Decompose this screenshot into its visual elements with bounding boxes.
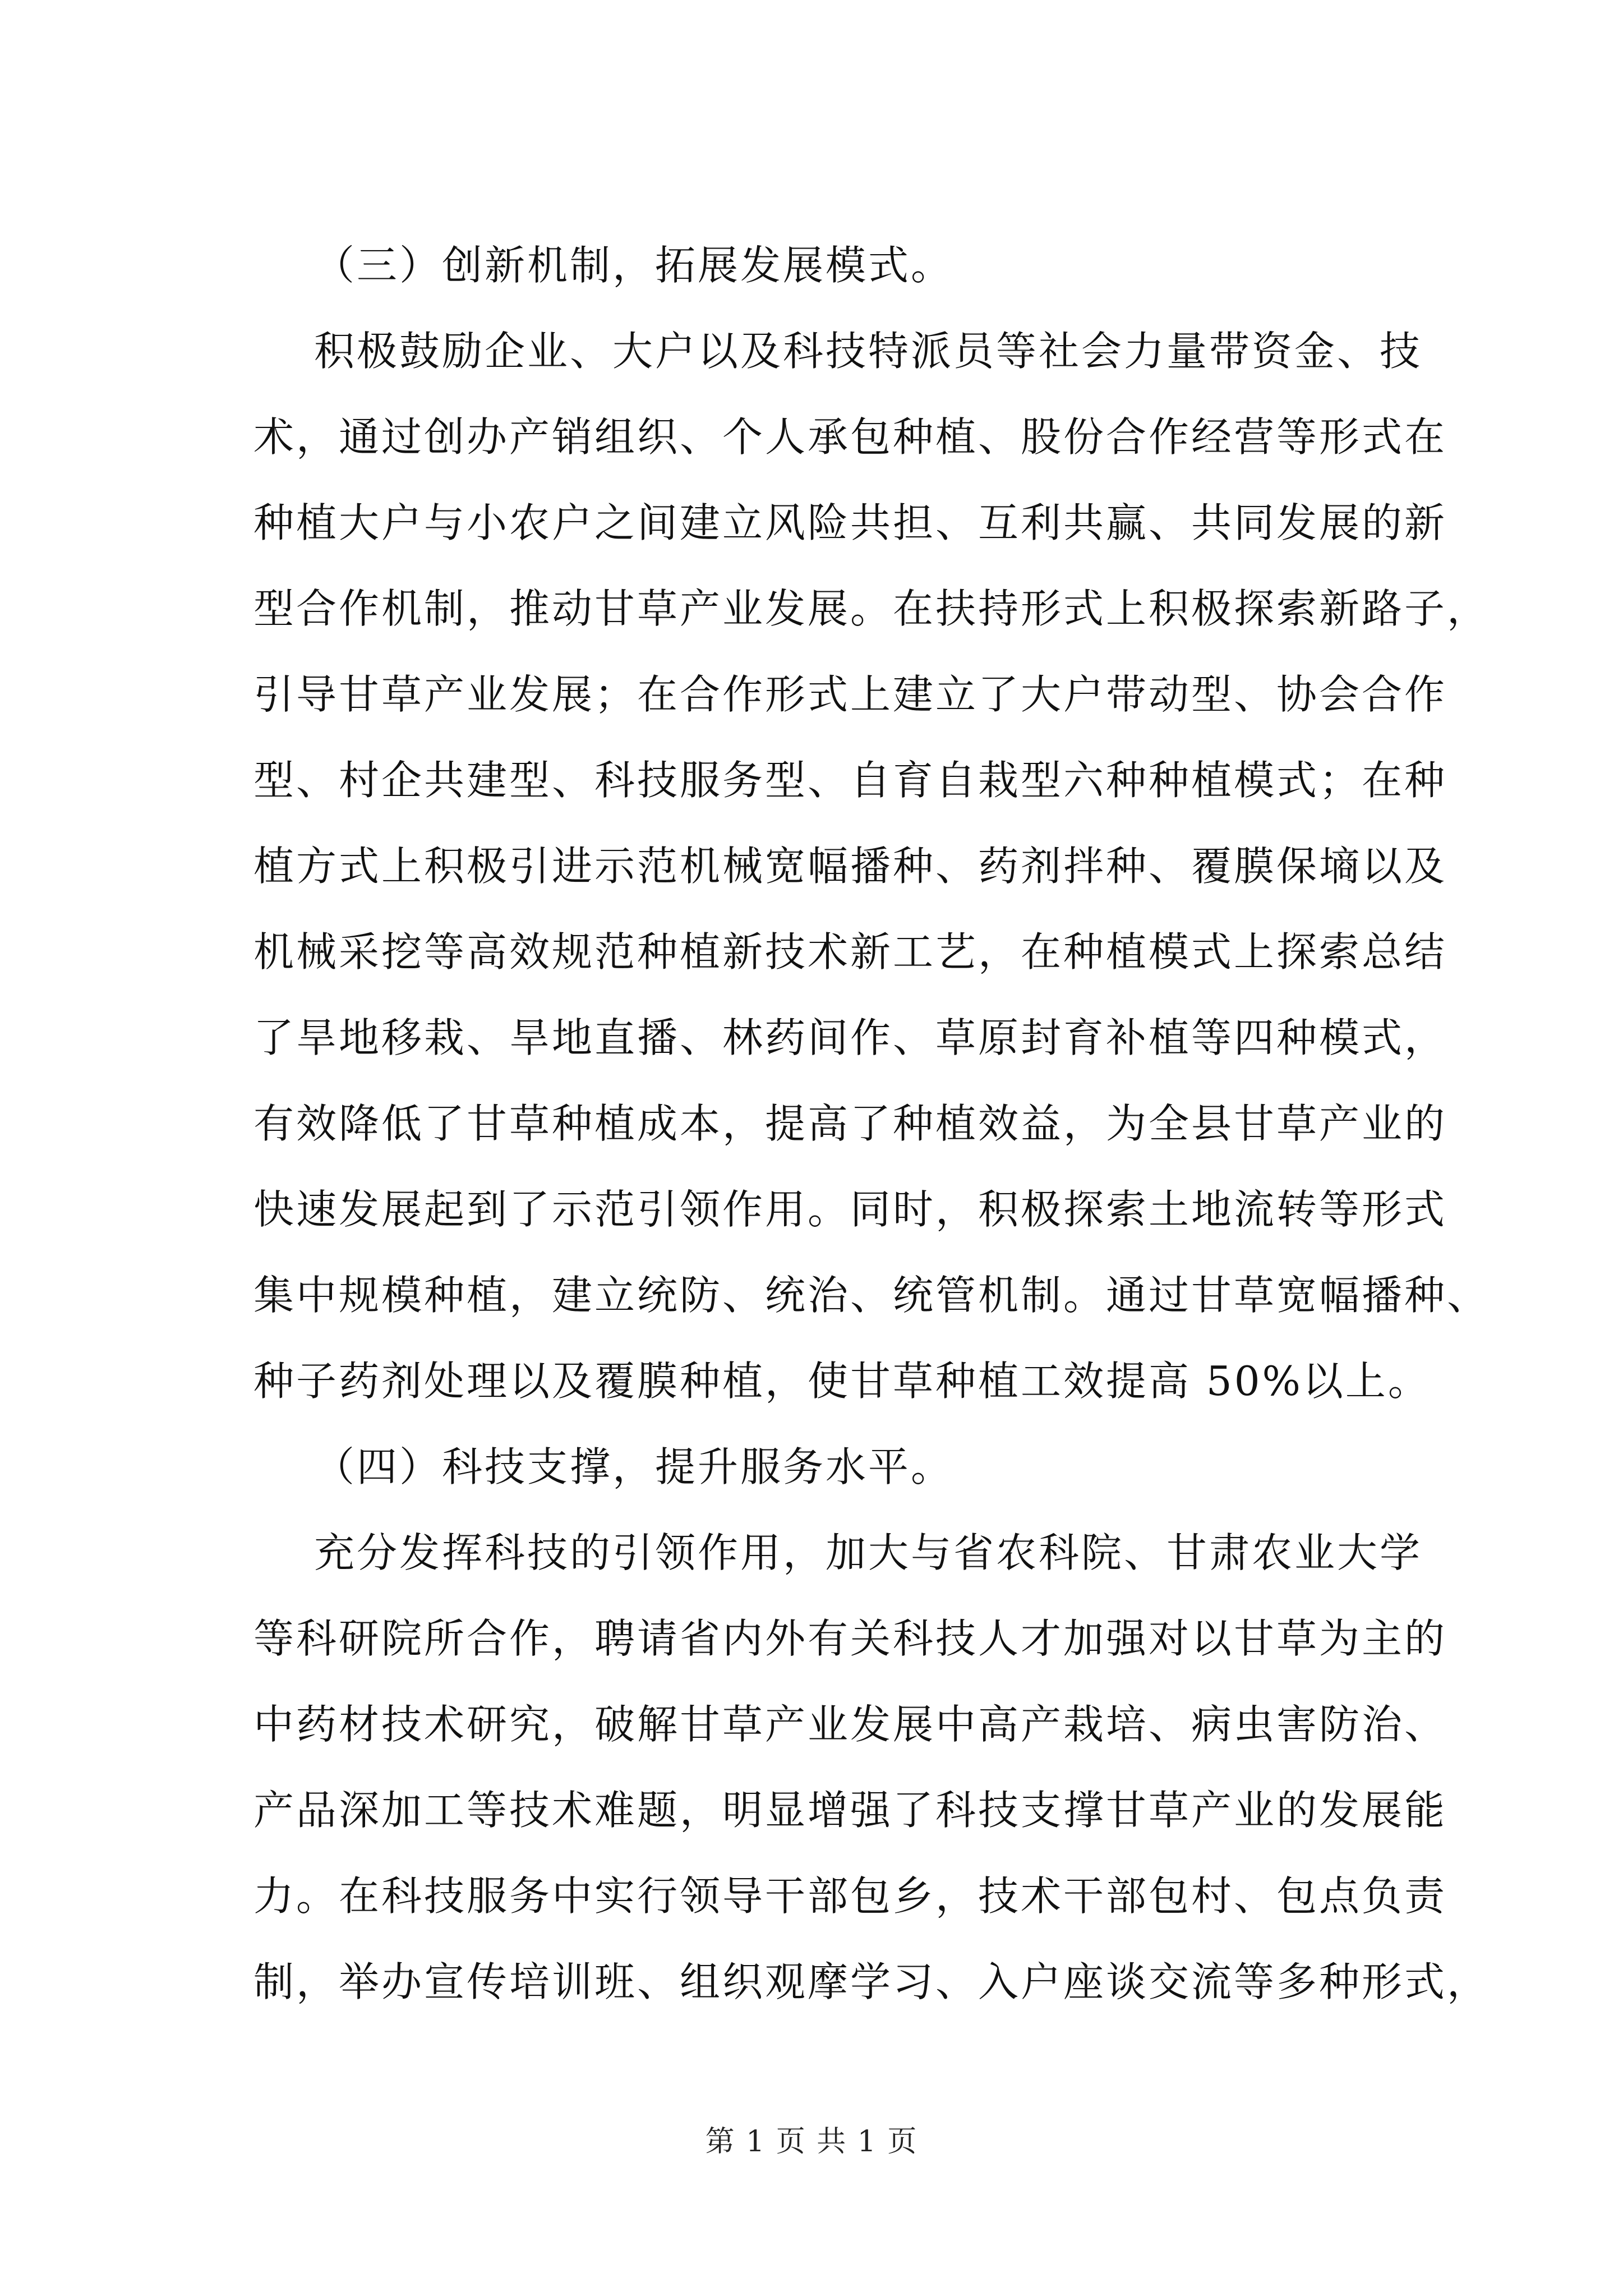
paragraph-line: 集中规模种植，建立统防、统治、统管机制。通过甘草宽幅播种、 [253, 1272, 1490, 1319]
section-heading-4: （四）科技支撑，提升服务水平。 [314, 1443, 954, 1490]
paragraph-line: 积极鼓励企业、大户以及科技特派员等社会力量带资金、技 [314, 328, 1423, 375]
paragraph-line: 力。在科技服务中实行领导干部包乡，技术干部包村、包点负责 [253, 1872, 1447, 1920]
paragraph-line: 快速发展起到了示范引领作用。同时，积极探索土地流转等形式 [253, 1186, 1447, 1233]
paragraph-line: 制，举办宣传培训班、组织观摩学习、入户座谈交流等多种形式， [253, 1958, 1490, 2005]
paragraph-line: 型、村企共建型、科技服务型、自育自栽型六种种植模式；在种 [253, 757, 1447, 804]
paragraph-line: 机械采挖等高效规范种植新技术新工艺，在种植模式上探索总结 [253, 928, 1447, 976]
paragraph-line: 等科研院所合作，聘请省内外有关科技人才加强对以甘草为主的 [253, 1615, 1447, 1662]
section-heading-3: （三）创新机制，拓展发展模式。 [314, 242, 954, 289]
paragraph-line: 引导甘草产业发展；在合作形式上建立了大户带动型、协会合作 [253, 671, 1447, 718]
paragraph-line: 种植大户与小农户之间建立风险共担、互利共赢、共同发展的新 [253, 499, 1447, 546]
paragraph-line: 产品深加工等技术难题，明显增强了科技支撑甘草产业的发展能 [253, 1787, 1447, 1834]
paragraph-line: 种子药剂处理以及覆膜种植，使甘草种植工效提高 50%以上。 [253, 1358, 1431, 1405]
paragraph-line: 了旱地移栽、旱地直播、林药间作、草原封育补植等四种模式， [253, 1014, 1447, 1061]
paragraph-line: 植方式上积极引进示范机械宽幅播种、药剂拌种、覆膜保墒以及 [253, 843, 1447, 890]
paragraph-line: 术，通过创办产销组织、个人承包种植、股份合作经营等形式在 [253, 413, 1447, 461]
paragraph-line: 中药材技术研究，破解甘草产业发展中高产栽培、病虫害防治、 [253, 1701, 1447, 1748]
paragraph-line: 充分发挥科技的引领作用，加大与省农科院、甘肃农业大学 [314, 1529, 1423, 1576]
paragraph-line: 有效降低了甘草种植成本，提高了种植效益，为全县甘草产业的 [253, 1100, 1447, 1147]
paragraph-line: 型合作机制，推动甘草产业发展。在扶持形式上积极探索新路子， [253, 585, 1490, 632]
page-footer: 第 1 页 共 1 页 [705, 2125, 918, 2159]
